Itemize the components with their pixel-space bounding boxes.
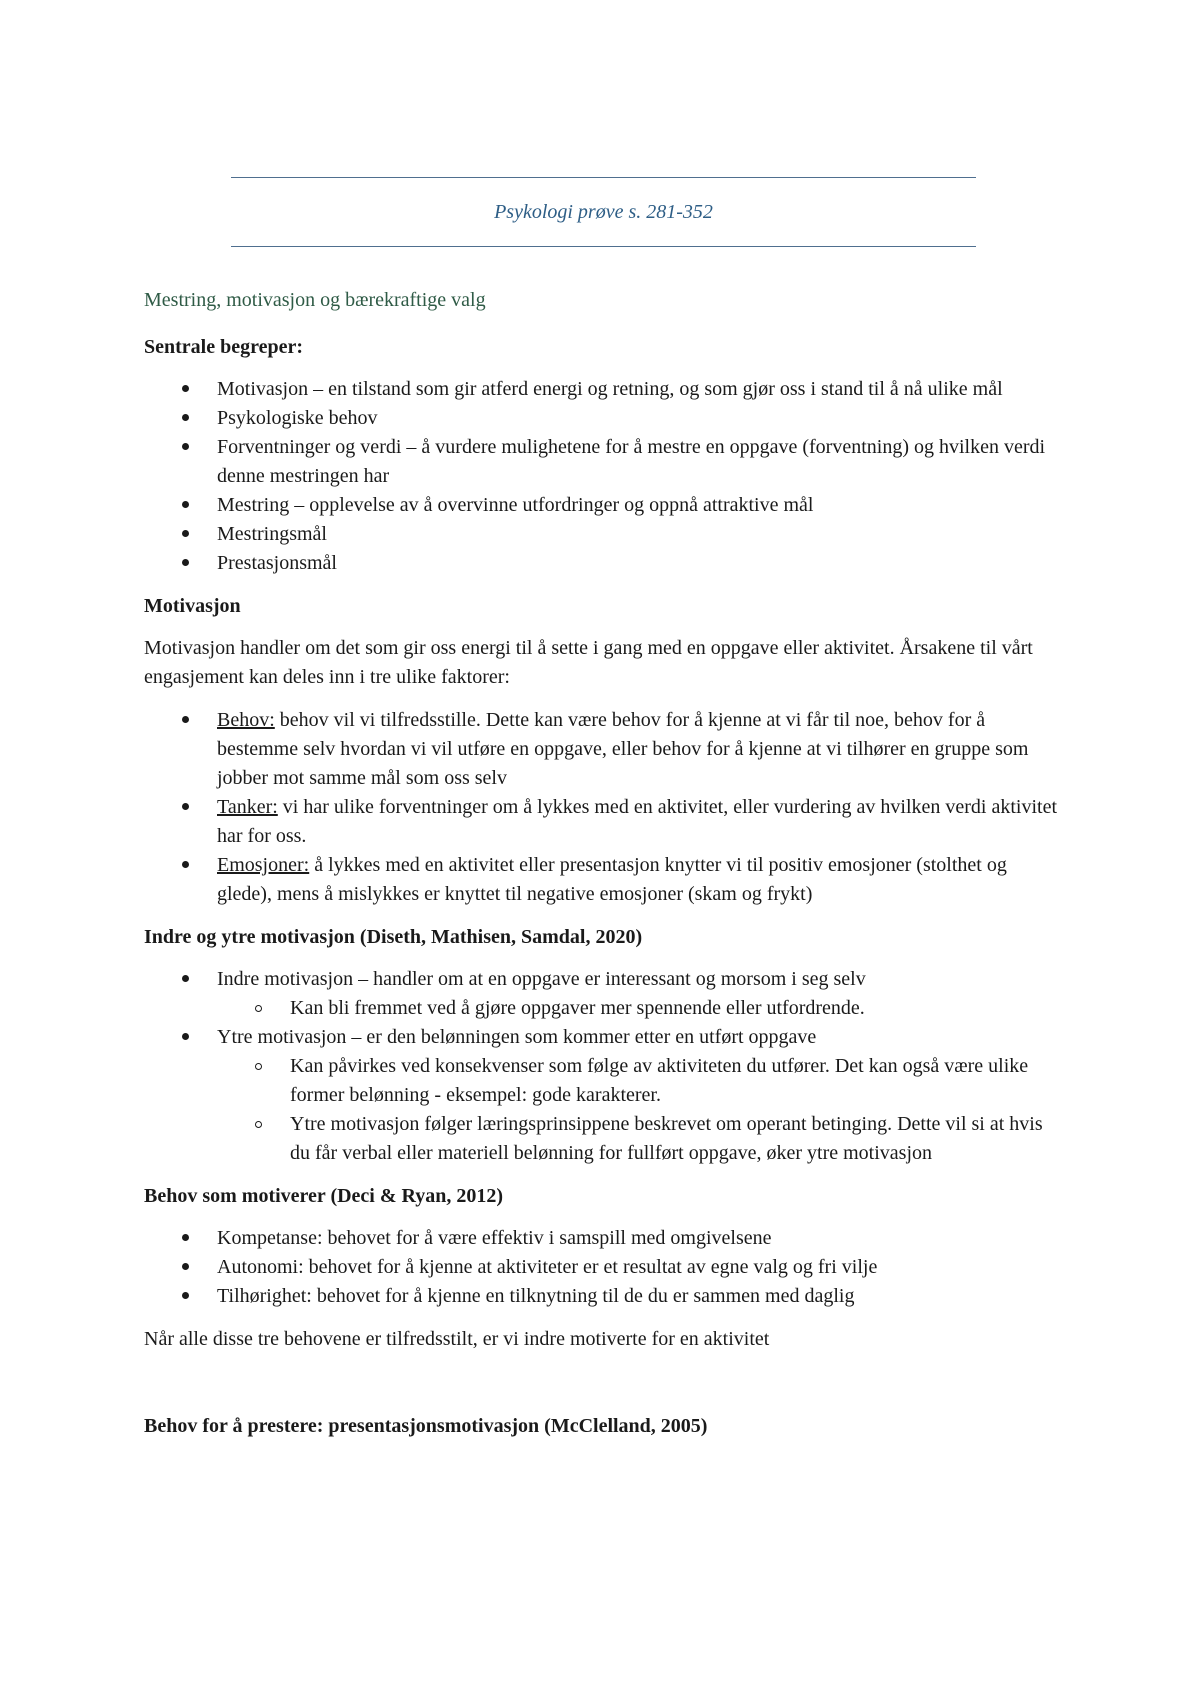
list-item [144,793,1064,851]
bullet-icon [182,1292,189,1299]
list-item-text: Mestringsmål [217,523,327,545]
list-item [144,1253,1064,1282]
document-title: Psykologi prøve s. 281-352 [494,200,713,223]
list-item [144,1023,1064,1168]
list-item [144,549,1064,578]
heading-behov-som-motiverer: Behov som motiverer (Deci & Ryan, 2012) [144,1185,504,1207]
list-item [144,491,1064,520]
sub-list-item-text: Kan bli fremmet ved å gjøre oppgaver mer spennende eller utfordrende. [290,997,865,1019]
paragraph-behov: Når alle disse tre behovene er tilfredsstilt, er vi indre motiverte for en aktivitet [144,1328,770,1350]
bullet-icon [182,414,189,421]
list-item-text: Kompetanse: behovet for å være effektiv i samspill med omgivelsene [217,1227,772,1249]
bullet-icon [182,559,189,566]
document-body [144,286,1064,1454]
bullet-icon [182,501,189,508]
bullet-icon [182,1263,189,1270]
term-label: Tanker: [217,796,278,818]
list-sentrale-begreper [144,375,1064,578]
heading-prestere: Behov for å prestere: presentasjonsmotivasjon (McClelland, 2005) [144,1415,708,1437]
list-item-text: Ytre motivasjon – er den belønningen som kommer etter en utført oppgave [217,1026,817,1048]
circle-bullet-icon [255,1121,262,1128]
list-item [144,1282,1064,1311]
list-item [144,851,1064,909]
sub-list-item [217,994,1064,1023]
list-behov [144,1224,1064,1311]
paragraph-motivasjon: Motivasjon handler om det som gir oss energi til å sette i gang med en oppgave eller aktivitet. Årsakene til vårt engasjement kan deles inn i tre ulike faktorer: [144,637,1033,688]
list-item-text: vi har ulike forventninger om å lykkes med en aktivitet, eller vurdering av hvilken verdi aktivitet har for oss. [217,796,1058,847]
bullet-icon [182,861,189,868]
list-indre-ytre [144,965,1064,1168]
list-item-text: Psykologiske behov [217,407,378,429]
list-faktorer [144,706,1064,909]
sub-list-item-text: Kan påvirkes ved konsekvenser som følge av aktiviteten du utfører. Det kan også være ulike former belønning - eksempel: gode karakterer. [290,1055,1029,1106]
bullet-icon [182,803,189,810]
list-item-text: Forventninger og verdi – å vurdere mulighetene for å mestre en oppgave (forventning) og hvilken verdi denne mestringen har [217,436,1046,487]
list-item [144,965,1064,1023]
list-item-text: Indre motivasjon – handler om at en oppgave er interessant og morsom i seg selv [217,968,866,990]
list-item [144,520,1064,549]
list-item [144,1224,1064,1253]
circle-bullet-icon [255,1005,262,1012]
heading-indre-ytre: Indre og ytre motivasjon (Diseth, Mathisen, Samdal, 2020) [144,926,643,948]
heading-sentrale-begreper: Sentrale begreper: [144,336,304,358]
list-item [144,433,1064,491]
bullet-icon [182,716,189,723]
list-item [144,706,1064,793]
bullet-icon [182,1033,189,1040]
list-item-text: Prestasjonsmål [217,552,337,574]
bullet-icon [182,1234,189,1241]
sub-list-item [217,1052,1064,1110]
list-item-text: behov vil vi tilfredsstille. Dette kan være behov for å kjenne at vi får til noe, behov for å bestemme selv hvordan vi vil utføre en oppgave, eller behov for å kjenne at vi tilhører en gruppe som jobber mot samme mål som oss selv [217,709,1029,789]
list-item-text: Autonomi: behovet for å kjenne at aktiviteter er et resultat av egne valg og fri vilje [217,1256,878,1278]
sub-list [217,1052,1064,1168]
spacer [144,1368,1064,1412]
list-item-text: Mestring – opplevelse av å overvinne utfordringer og oppnå attraktive mål [217,494,814,516]
bullet-icon [182,443,189,450]
bullet-icon [182,530,189,537]
title-block [231,177,976,247]
bullet-icon [182,975,189,982]
sub-list-item [217,1110,1064,1168]
term-label: Emosjoner: [217,854,310,876]
bullet-icon [182,385,189,392]
list-item [144,404,1064,433]
term-label: Behov: [217,709,275,731]
sub-list [217,994,1064,1023]
list-item-text: å lykkes med en aktivitet eller presentasjon knytter vi til positiv emosjoner (stolthet og glede), mens å mislykkes er knyttet til negative emosjoner (skam og frykt) [217,854,1007,905]
list-item-text: Motivasjon – en tilstand som gir atferd energi og retning, og som gjør oss i stand til å nå ulike mål [217,378,1003,400]
circle-bullet-icon [255,1063,262,1070]
list-item [144,375,1064,404]
sub-list-item-text: Ytre motivasjon følger læringsprinsippene beskrevet om operant betinging. Dette vil si at hvis du får verbal eller materiell belønning for fullført oppgave, øker ytre motivasjon [290,1113,1043,1164]
heading-motivasjon: Motivasjon [144,595,241,617]
document-subtitle: Mestring, motivasjon og bærekraftige valg [144,289,486,311]
list-item-text: Tilhørighet: behovet for å kjenne en tilknytning til de du er sammen med daglig [217,1285,855,1307]
